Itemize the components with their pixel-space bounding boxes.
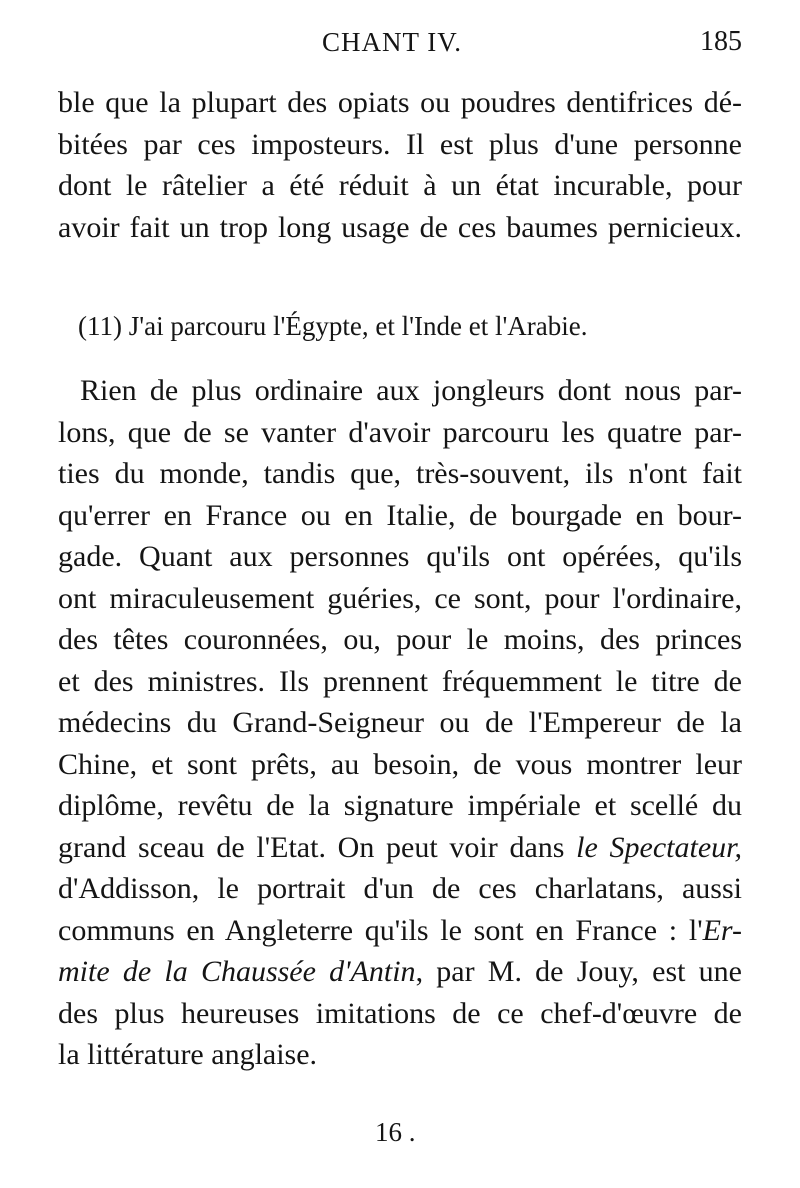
text-line: diplôme, revêtu de la signature impériale et scellé du: [58, 789, 742, 822]
paragraph-continuation: [58, 82, 742, 248]
text-line: avoir fait un trop long usage de ces baumes pernicieux.: [58, 210, 742, 244]
text-line: des têtes couronnées, ou, pour le moins, des princes: [58, 623, 742, 656]
italic-title-ermite: mite de la Chaussée d'Antin: [58, 955, 416, 988]
line-text: , par M. de Jouy, est une: [415, 955, 743, 988]
footnote-heading: (11) J'ai parcouru l'Égypte, et l'Inde et l'Arabie.: [78, 311, 588, 341]
text-line: la littérature anglaise.: [58, 1038, 318, 1071]
text-line: médecins du Grand-Seigneur ou de l'Empereur de la: [58, 706, 742, 739]
text-line: dont le râtelier a été réduit à un état incurable, pour: [58, 169, 742, 202]
text-line: ont miraculeusement guéries, ce sont, pour l'ordinaire,: [58, 581, 742, 615]
text-line: Chine, et sont prêts, au besoin, de vous montrer leur: [58, 747, 742, 781]
text-line: qu'errer en France ou en Italie, de bourgade en bour-: [58, 498, 742, 532]
running-title: CHANT IV.: [322, 27, 463, 57]
text-line: [58, 910, 742, 952]
signature-mark: 16 .: [375, 1117, 416, 1147]
line-text: communs en Angleterre qu'ils le sont en France : l': [58, 913, 703, 947]
italic-title-spectateur: le Spectateur,: [576, 830, 742, 864]
line-text: grand sceau de l'Etat. On peut voir dans: [58, 830, 565, 864]
text-line: et des ministres. Ils prennent fréquemment le titre de: [58, 664, 742, 698]
text-line: gade. Quant aux personnes qu'ils ont opérées, qu'ils: [58, 540, 742, 573]
text-line: ties du monde, tandis que, très-souvent, ils n'ont fait: [58, 457, 742, 490]
footnote-paragraph: [58, 370, 742, 1076]
page-header: [0, 22, 800, 62]
text-line: ble que la plupart des opiats ou poudres dentifrices dé-: [58, 86, 742, 119]
text-line: Rien de plus ordinaire aux jongleurs dont nous par-: [80, 374, 742, 407]
text-line: lons, que de se vanter d'avoir parcouru les quatre par-: [58, 415, 742, 449]
text-line: d'Addisson, le portrait d'un de ces charlatans, aussi: [58, 872, 742, 905]
italic-title-ermite-start: Er-: [702, 913, 742, 947]
page-number: 185: [700, 26, 742, 57]
text-line: bitées par ces imposteurs. Il est plus d'une personne: [58, 127, 742, 161]
text-line: [58, 951, 742, 993]
text-line: [58, 827, 742, 869]
text-line: des plus heureuses imitations de ce chef-d'œuvre de: [58, 996, 742, 1030]
